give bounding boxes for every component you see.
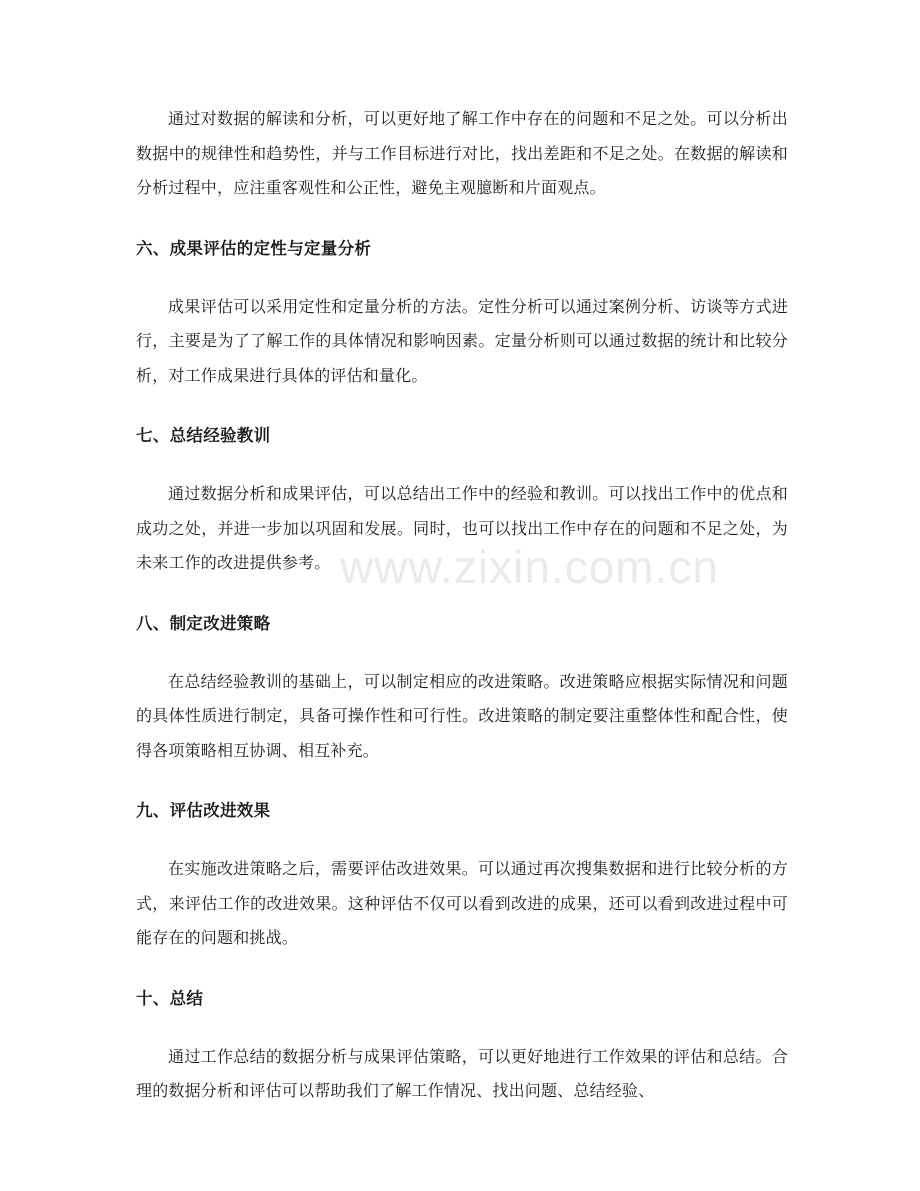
heading-section-6: 六、成果评估的定性与定量分析: [136, 238, 372, 258]
heading-section-8: 八、制定改进策略: [136, 613, 271, 633]
paragraph-section-6: 成果评估可以采用定性和定量分析的方法。定性分析可以通过案例分析、访谈等方式进行，主要是为了了解工作的具体情况和影响因素。定量分析则可以通过数据的统计和比较分析，对工作成果进行具体的评估和量化。: [136, 296, 788, 385]
paragraph-data-interpretation: 通过对数据的解读和分析，可以更好地了解工作中存在的问题和不足之处。可以分析出数据中的规律性和趋势性，并与工作目标进行对比，找出差距和不足之处。在数据的解读和分析过程中，应注重客观性和公正性，避免主观臆断和片面观点。: [136, 109, 788, 197]
paragraph-section-7: 通过数据分析和成果评估，可以总结出工作中的经验和教训。可以找出工作中的优点和成功之处，并进一步加以巩固和发展。同时，也可以找出工作中存在的问题和不足之处，为未来工作的改进提供参考。: [136, 484, 788, 572]
watermark: www.zixin.com.cn: [340, 541, 719, 593]
paragraph-section-9: 在实施改进策略之后，需要评估改进效果。可以通过再次搜集数据和进行比较分析的方式，来评估工作的改进效果。这种评估不仅可以看到改进的成果，还可以看到改进过程中可能存在的问题和挑战。: [136, 859, 788, 947]
paragraph-section-10: 通过工作总结的数据分析与成果评估策略，可以更好地进行工作效果的评估和总结。合理的数据分析和评估可以帮助我们了解工作情况、找出问题、总结经验、: [136, 1046, 788, 1100]
heading-section-7: 七、总结经验教训: [136, 426, 271, 445]
document-content: [136, 102, 788, 1109]
heading-section-9: 九、评估改进效果: [136, 801, 271, 820]
paragraph-section-8: 在总结经验教训的基础上，可以制定相应的改进策略。改进策略应根据实际情况和问题的具体性质进行制定，具备可操作性和可行性。改进策略的制定要注重整体性和配合性，使得各项策略相互协调、相互补充。: [136, 671, 788, 760]
heading-section-10: 十、总结: [136, 988, 204, 1008]
